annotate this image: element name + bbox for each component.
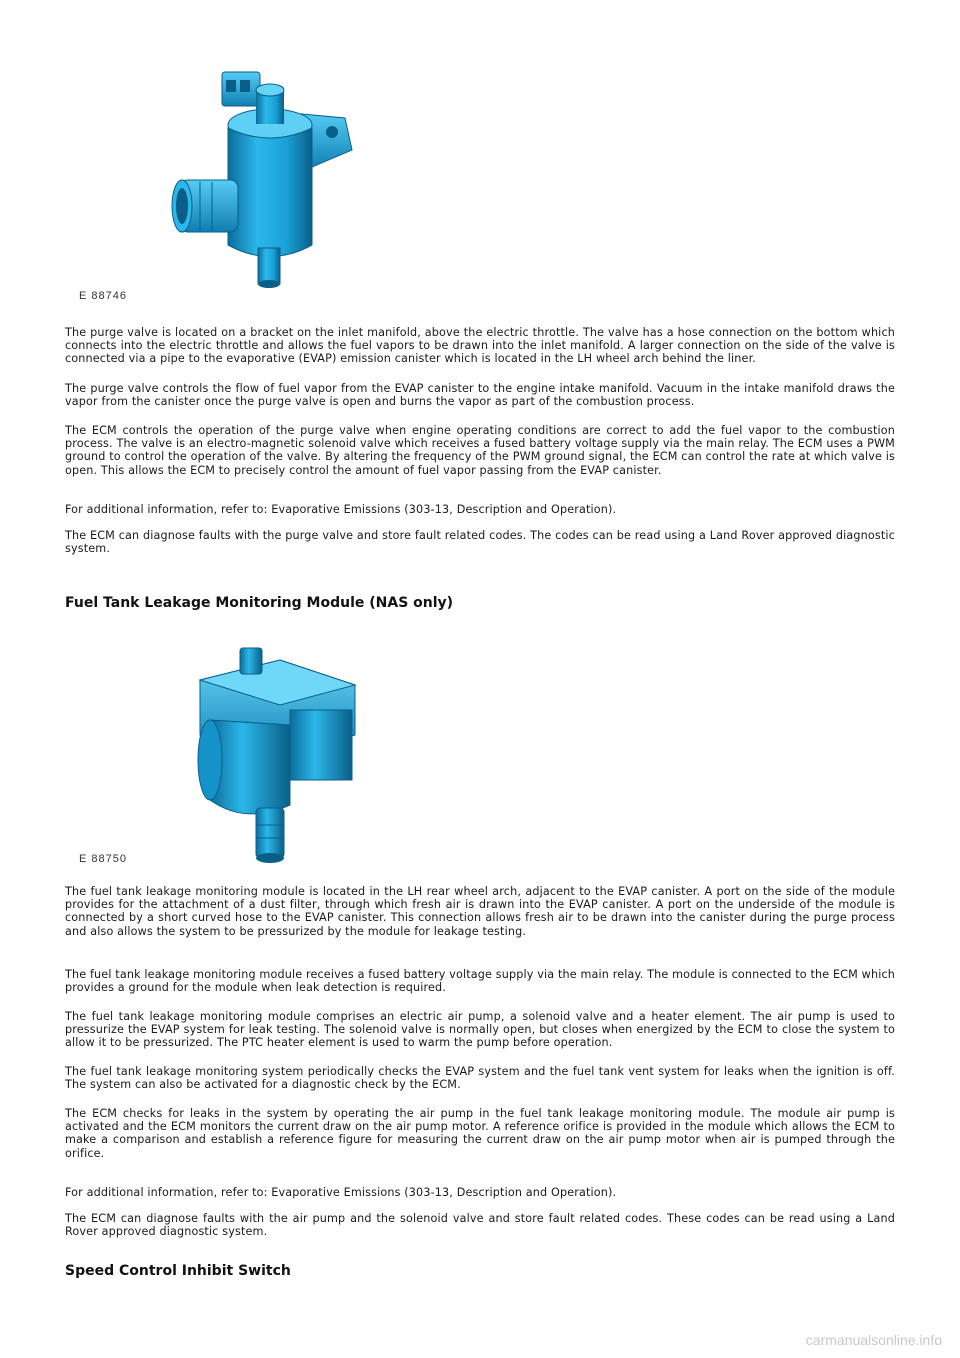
paragraph-leak-module-supply: The fuel tank leakage monitoring module receives a fused battery voltage supply via the main relay. The module is connected to the ECM which provides a ground for the module when leak detection is required. [65,968,895,995]
heading-leak-module: Fuel Tank Leakage Monitoring Module (NAS only) [65,595,454,611]
paragraph-ecm-leak-check: The ECM checks for leaks in the system by operating the air pump in the fuel tank leakage monitoring module. The module air pump is activated and the ECM monitors the current draw on the air pump motor. A reference orifice is provided in the module which allows the ECM to make a comparison and establish a reference figure for measuring the current draw on the air pump motor when air is pumped through the orifice. [65,1107,895,1160]
figure-label-e88750: E 88750 [79,853,127,865]
watermark-text: carmanualsonline.info [805,1332,942,1348]
leak-module-illustration [170,640,370,870]
paragraph-leak-diagnosis: The ECM can diagnose faults with the air pump and the solenoid valve and store fault related codes. These codes can be read using a Land Rover approved diagnostic system. [65,1212,895,1239]
paragraph-reference-evap-1: For additional information, refer to: Evaporative Emissions (303-13, Description and Operation). [65,503,617,516]
paragraph-leak-module-components: The fuel tank leakage monitoring module comprises an electric air pump, a solenoid valve and a heater element. The air pump is used to pressurize the EVAP system for leak testing. The solenoid valve is normally open, but closes when energized by the ECM to close the system to allow it to be pressurized. The PTC heater element is used to warm the pump before operation. [65,1010,895,1050]
paragraph-leak-module-location: The fuel tank leakage monitoring module is located in the LH rear wheel arch, adjacent to the EVAP canister. A port on the side of the module provides for the attachment of a dust filter, through which fresh air is drawn into the EVAP canister. A port on the underside of the module is connected by a short curved hose to the EVAP canister. This connection allows fresh air to be drawn into the canister during the purge process and also allows the system to be pressurized by the module for leakage testing. [65,885,895,938]
paragraph-purge-diagnosis: The ECM can diagnose faults with the purge valve and store fault related codes. The codes can be read using a Land Rover approved diagnostic system. [65,529,895,556]
figure-label-e88746: E 88746 [79,290,127,302]
heading-speed-control: Speed Control Inhibit Switch [65,1263,291,1279]
paragraph-ecm-purge-control: The ECM controls the operation of the purge valve when engine operating conditions are correct to add the fuel vapor to the combustion process. The valve is an electro-magnetic solenoid valve which receives a fused battery voltage supply via the main relay. The ECM uses a PWM ground to control the operation of the valve. By altering the frequency of the PWM ground signal, the ECM can control the rate at which valve is open. This allows the ECM to precisely control the amount of fuel vapor passing from the EVAP canister. [65,424,895,477]
purge-valve-illustration [160,20,370,300]
paragraph-leak-system-checks: The fuel tank leakage monitoring system periodically checks the EVAP system and the fuel tank vent system for leaks when the ignition is off. The system can also be activated for a diagnostic check by the ECM. [65,1065,895,1092]
paragraph-purge-valve-location: The purge valve is located on a bracket on the inlet manifold, above the electric throttle. The valve has a hose connection on the bottom which connects into the electric throttle and allows the fuel vapors to be drawn into the inlet manifold. A larger connection on the side of the valve is connected via a pipe to the evaporative (EVAP) emission canister which is located in the LH wheel arch behind the liner. [65,326,895,366]
paragraph-purge-valve-control: The purge valve controls the flow of fuel vapor from the EVAP canister to the engine intake manifold. Vacuum in the intake manifold draws the vapor from the canister once the purge valve is open and burns the vapor as part of the combustion process. [65,382,895,409]
paragraph-reference-evap-2: For additional information, refer to: Evaporative Emissions (303-13, Description and Operation). [65,1186,617,1199]
